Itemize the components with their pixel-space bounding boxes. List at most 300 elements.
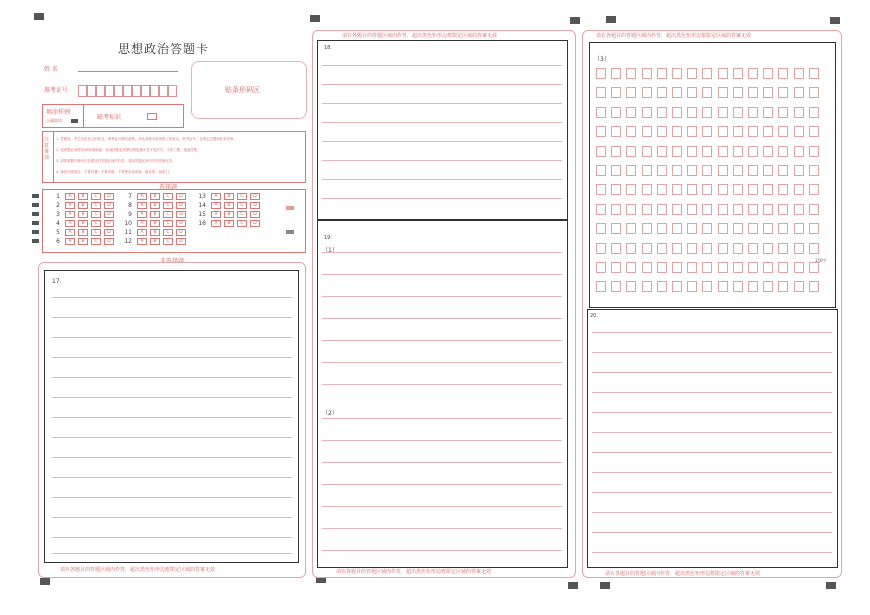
grid-cell[interactable] — [778, 146, 788, 157]
answer-frame-18 — [317, 40, 568, 220]
grid-cell[interactable] — [657, 243, 667, 254]
grid-cell[interactable] — [748, 243, 758, 254]
option-bubble[interactable]: B — [150, 220, 160, 227]
option-bubble[interactable]: C — [163, 229, 173, 236]
grid-cell[interactable] — [809, 243, 819, 254]
grid-cell[interactable] — [809, 87, 819, 98]
notes-line: 2. 选择题必须使用2B铅笔填涂；非选择题必须使用黑色墨水签字笔书写，字体工整、笔迹清楚。 — [56, 148, 201, 152]
grid-cell[interactable] — [733, 262, 743, 273]
option-bubble[interactable]: A — [65, 211, 75, 218]
choice-marker — [286, 206, 294, 210]
answer-line — [52, 377, 292, 378]
grid-cell[interactable] — [596, 87, 606, 98]
grid-cell[interactable] — [778, 204, 788, 215]
option-bubble[interactable]: D — [176, 238, 186, 245]
choice-question: 13 A B C D — [196, 193, 263, 200]
essay-grid[interactable] — [596, 68, 828, 300]
grid-cell[interactable] — [596, 184, 606, 195]
grid-cell[interactable] — [763, 223, 773, 234]
answer-line — [592, 372, 832, 373]
grid-cell[interactable] — [657, 68, 667, 79]
timing-mark — [40, 578, 50, 585]
grid-cell[interactable] — [809, 107, 819, 118]
option-bubble[interactable]: B — [224, 202, 234, 209]
choice-question: 1 A B C D — [50, 193, 117, 200]
answer-line — [592, 552, 832, 553]
grid-cell[interactable] — [748, 184, 758, 195]
grid-cell[interactable] — [672, 243, 682, 254]
notes-title: 注意事项 — [44, 137, 50, 161]
grid-cell[interactable] — [611, 146, 621, 157]
grid-cell[interactable] — [778, 243, 788, 254]
grid-cell[interactable] — [642, 68, 652, 79]
missing-label: 缺考标识 — [97, 114, 122, 121]
option-bubble[interactable]: B — [78, 202, 88, 209]
grid-cell[interactable] — [718, 107, 728, 118]
option-bubble[interactable]: C — [91, 193, 101, 200]
grid-cell[interactable] — [657, 87, 667, 98]
answer-line — [322, 179, 562, 180]
option-bubble[interactable]: B — [78, 229, 88, 236]
grid-cell[interactable] — [657, 126, 667, 137]
grid-cell[interactable] — [733, 184, 743, 195]
grid-cell[interactable] — [702, 107, 712, 118]
grid-cell[interactable] — [596, 204, 606, 215]
notes-line: 4. 保持卡面清洁，不要折叠、不要弄破，不准使用涂改液、修正带、刮纸刀。 — [56, 170, 173, 174]
barcode-area-label: 贴条形码区 — [225, 86, 260, 94]
grid-cell[interactable] — [763, 146, 773, 157]
option-bubble[interactable]: A — [137, 238, 147, 245]
grid-cell[interactable] — [748, 126, 758, 137]
grid-cell[interactable] — [748, 204, 758, 215]
grid-cell[interactable] — [748, 165, 758, 176]
option-bubble[interactable]: A — [65, 220, 75, 227]
answer-line — [52, 457, 292, 458]
option-bubble[interactable]: B — [150, 193, 160, 200]
answer-line — [52, 437, 292, 438]
option-bubble[interactable]: B — [150, 238, 160, 245]
grid-cell[interactable] — [733, 126, 743, 137]
timing-mark — [570, 17, 580, 24]
grid-cell[interactable] — [733, 165, 743, 176]
bottom-instruction: 请在各题目的答题区域内作答，超出黑色矩形边框限定区域的答案无效 — [336, 569, 492, 575]
grid-cell[interactable] — [733, 68, 743, 79]
grid-cell[interactable] — [718, 204, 728, 215]
option-bubble[interactable]: A — [65, 229, 75, 236]
option-bubble[interactable]: A — [65, 202, 75, 209]
grid-cell[interactable] — [642, 146, 652, 157]
grid-cell[interactable] — [687, 184, 697, 195]
grid-cell[interactable] — [672, 126, 682, 137]
grid-cell[interactable] — [702, 204, 712, 215]
option-bubble[interactable]: D — [250, 220, 260, 227]
choice-question: 8 A B C D — [122, 202, 189, 209]
option-bubble[interactable]: B — [150, 211, 160, 218]
grid-cell[interactable] — [642, 87, 652, 98]
option-bubble[interactable]: D — [104, 211, 114, 218]
grid-cell[interactable] — [794, 165, 804, 176]
grid-cell[interactable] — [794, 126, 804, 137]
answer-line — [52, 297, 292, 298]
grid-cell[interactable] — [642, 126, 652, 137]
answer-line — [52, 517, 292, 518]
grid-cell[interactable] — [657, 146, 667, 157]
barcode-area — [191, 61, 307, 119]
grid-cell[interactable] — [642, 204, 652, 215]
grid-cell[interactable] — [611, 87, 621, 98]
answer-line — [592, 432, 832, 433]
option-bubble[interactable]: D — [104, 193, 114, 200]
grid-cell[interactable] — [778, 262, 788, 273]
grid-cell[interactable] — [794, 68, 804, 79]
grid-cell[interactable] — [626, 204, 636, 215]
option-bubble[interactable]: C — [163, 238, 173, 245]
grid-cell[interactable] — [672, 204, 682, 215]
grid-cell[interactable] — [657, 184, 667, 195]
choice-question: 4 A B C D — [50, 220, 117, 227]
option-bubble[interactable]: A — [211, 211, 221, 218]
grid-cell[interactable] — [763, 281, 773, 292]
option-bubble[interactable]: B — [78, 211, 88, 218]
grid-cell[interactable] — [596, 146, 606, 157]
grid-cell[interactable] — [718, 281, 728, 292]
grid-cell[interactable] — [702, 165, 712, 176]
answer-line — [592, 512, 832, 513]
option-bubble[interactable]: A — [211, 193, 221, 200]
grid-cell[interactable] — [611, 223, 621, 234]
grid-cell[interactable] — [596, 107, 606, 118]
grid-cell[interactable] — [672, 184, 682, 195]
option-bubble[interactable]: C — [163, 193, 173, 200]
grid-cell[interactable] — [763, 243, 773, 254]
option-bubble[interactable]: B — [224, 211, 234, 218]
grid-cell[interactable] — [626, 223, 636, 234]
grid-cell[interactable] — [702, 68, 712, 79]
grid-cell[interactable] — [642, 223, 652, 234]
grid-cell[interactable] — [809, 223, 819, 234]
grid-cell[interactable] — [733, 87, 743, 98]
question-19-part3-label: （3） — [594, 56, 610, 63]
option-bubble[interactable]: C — [163, 202, 173, 209]
word-count-mark: 150字 — [815, 258, 827, 263]
grid-cell[interactable] — [626, 165, 636, 176]
timing-mark — [34, 13, 44, 20]
grid-cell[interactable] — [657, 281, 667, 292]
grid-cell[interactable] — [657, 204, 667, 215]
grid-cell[interactable] — [748, 107, 758, 118]
grid-cell[interactable] — [733, 146, 743, 157]
grid-cell[interactable] — [687, 262, 697, 273]
grid-cell[interactable] — [718, 165, 728, 176]
grid-cell[interactable] — [809, 146, 819, 157]
grid-cell[interactable] — [687, 281, 697, 292]
grid-cell[interactable] — [642, 165, 652, 176]
option-bubble[interactable]: B — [78, 193, 88, 200]
grid-cell[interactable] — [672, 107, 682, 118]
option-bubble[interactable]: C — [91, 229, 101, 236]
grid-cell[interactable] — [596, 68, 606, 79]
grid-cell[interactable] — [596, 262, 606, 273]
grid-cell[interactable] — [687, 243, 697, 254]
missing-checkbox[interactable] — [147, 113, 157, 120]
grid-cell[interactable] — [718, 243, 728, 254]
answer-line — [322, 274, 562, 275]
grid-cell[interactable] — [794, 223, 804, 234]
grid-cell[interactable] — [672, 165, 682, 176]
grid-cell[interactable] — [748, 68, 758, 79]
grid-cell[interactable] — [626, 184, 636, 195]
timing-mark — [32, 212, 39, 216]
grid-cell[interactable] — [809, 281, 819, 292]
answer-line — [322, 440, 562, 441]
option-bubble[interactable]: C — [163, 220, 173, 227]
grid-cell[interactable] — [687, 87, 697, 98]
option-bubble[interactable]: D — [176, 211, 186, 218]
grid-cell[interactable] — [778, 68, 788, 79]
grid-cell[interactable] — [626, 262, 636, 273]
option-bubble[interactable]: C — [237, 202, 247, 209]
grid-cell[interactable] — [611, 107, 621, 118]
answer-line — [322, 65, 562, 66]
option-bubble[interactable]: A — [137, 220, 147, 227]
grid-cell[interactable] — [611, 262, 621, 273]
option-bubble[interactable]: C — [91, 220, 101, 227]
grid-cell[interactable] — [626, 87, 636, 98]
answer-line — [322, 103, 562, 104]
option-bubble[interactable]: A — [137, 229, 147, 236]
grid-cell[interactable] — [611, 184, 621, 195]
grid-cell[interactable] — [702, 184, 712, 195]
grid-cell[interactable] — [687, 165, 697, 176]
grid-cell[interactable] — [794, 204, 804, 215]
option-bubble[interactable]: D — [176, 220, 186, 227]
grid-cell[interactable] — [642, 107, 652, 118]
option-bubble[interactable]: B — [150, 202, 160, 209]
grid-cell[interactable] — [748, 146, 758, 157]
grid-cell[interactable] — [687, 68, 697, 79]
grid-cell[interactable] — [702, 281, 712, 292]
timing-mark — [606, 16, 616, 23]
grid-cell[interactable] — [748, 223, 758, 234]
option-bubble[interactable]: A — [137, 202, 147, 209]
grid-cell[interactable] — [687, 223, 697, 234]
grid-cell[interactable] — [733, 243, 743, 254]
grid-cell[interactable] — [718, 87, 728, 98]
grid-cell[interactable] — [718, 146, 728, 157]
grid-cell[interactable] — [809, 68, 819, 79]
grid-cell[interactable] — [596, 243, 606, 254]
grid-cell[interactable] — [611, 243, 621, 254]
grid-cell[interactable] — [702, 87, 712, 98]
option-bubble[interactable]: C — [163, 211, 173, 218]
grid-cell[interactable] — [687, 204, 697, 215]
bottom-instruction: 请在各题目的答题区域内作答，超出黑色矩形边框限定区域的答案无效 — [605, 571, 761, 577]
grid-cell[interactable] — [657, 223, 667, 234]
name-field[interactable] — [78, 71, 178, 72]
answer-line — [322, 296, 562, 297]
grid-cell[interactable] — [642, 243, 652, 254]
grid-cell[interactable] — [809, 184, 819, 195]
grid-cell[interactable] — [672, 262, 682, 273]
answer-line — [322, 122, 562, 123]
grid-cell[interactable] — [763, 184, 773, 195]
grid-cell[interactable] — [626, 281, 636, 292]
choice-question: 10 A B C D — [122, 220, 189, 227]
option-bubble[interactable]: D — [250, 193, 260, 200]
grid-cell[interactable] — [702, 243, 712, 254]
grid-cell[interactable] — [657, 165, 667, 176]
option-bubble[interactable]: C — [237, 220, 247, 227]
grid-cell[interactable] — [672, 87, 682, 98]
option-bubble[interactable]: D — [104, 238, 114, 245]
grid-cell[interactable] — [778, 184, 788, 195]
grid-cell[interactable] — [642, 184, 652, 195]
option-bubble[interactable]: B — [78, 238, 88, 245]
grid-cell[interactable] — [794, 243, 804, 254]
grid-cell[interactable] — [596, 223, 606, 234]
option-bubble[interactable]: A — [137, 211, 147, 218]
grid-cell[interactable] — [763, 68, 773, 79]
answer-line — [322, 362, 562, 363]
grid-cell[interactable] — [778, 281, 788, 292]
grid-cell[interactable] — [794, 87, 804, 98]
grid-cell[interactable] — [687, 107, 697, 118]
choice-title: 选择题 — [159, 184, 178, 191]
grid-cell[interactable] — [809, 126, 819, 137]
option-bubble[interactable]: D — [176, 229, 186, 236]
grid-cell[interactable] — [626, 126, 636, 137]
option-bubble[interactable]: D — [104, 229, 114, 236]
option-bubble[interactable]: C — [237, 193, 247, 200]
option-bubble[interactable]: D — [176, 193, 186, 200]
grid-cell[interactable] — [596, 165, 606, 176]
grid-cell[interactable] — [794, 146, 804, 157]
grid-cell[interactable] — [596, 126, 606, 137]
grid-cell[interactable] — [778, 126, 788, 137]
grid-cell[interactable] — [672, 146, 682, 157]
grid-cell[interactable] — [778, 87, 788, 98]
option-bubble[interactable]: B — [78, 220, 88, 227]
grid-cell[interactable] — [778, 107, 788, 118]
option-bubble[interactable]: D — [250, 211, 260, 218]
grid-cell[interactable] — [809, 204, 819, 215]
grid-cell[interactable] — [778, 223, 788, 234]
grid-cell[interactable] — [763, 107, 773, 118]
grid-cell[interactable] — [626, 68, 636, 79]
grid-cell[interactable] — [733, 107, 743, 118]
grid-cell[interactable] — [733, 204, 743, 215]
grid-cell[interactable] — [702, 262, 712, 273]
grid-cell[interactable] — [611, 126, 621, 137]
grid-cell[interactable] — [763, 126, 773, 137]
grid-cell[interactable] — [778, 165, 788, 176]
option-bubble[interactable]: D — [104, 202, 114, 209]
grid-cell[interactable] — [626, 243, 636, 254]
choice-question: 12 A B C D — [122, 238, 189, 245]
grid-cell[interactable] — [748, 281, 758, 292]
option-bubble[interactable]: A — [137, 193, 147, 200]
grid-cell[interactable] — [763, 165, 773, 176]
grid-cell[interactable] — [611, 165, 621, 176]
grid-cell[interactable] — [718, 223, 728, 234]
option-bubble[interactable]: A — [65, 193, 75, 200]
answer-line — [322, 84, 562, 85]
grid-cell[interactable] — [763, 204, 773, 215]
grid-cell[interactable] — [794, 184, 804, 195]
top-instruction: 请在各题目的答题区域内作答，超出黑色矩形边框限定区域的答案无效 — [596, 33, 752, 39]
top-instruction: 请在各题目的答题区域内作答，超出黑色矩形边框限定区域的答案无效 — [342, 33, 498, 39]
option-bubble[interactable]: C — [91, 202, 101, 209]
option-bubble[interactable]: D — [104, 220, 114, 227]
grid-cell[interactable] — [657, 107, 667, 118]
grid-cell[interactable] — [642, 262, 652, 273]
grid-cell[interactable] — [687, 126, 697, 137]
grid-cell[interactable] — [763, 87, 773, 98]
grid-cell[interactable] — [718, 126, 728, 137]
grid-cell[interactable] — [672, 223, 682, 234]
answer-line — [52, 417, 292, 418]
grid-cell[interactable] — [611, 204, 621, 215]
grid-cell[interactable] — [794, 281, 804, 292]
grid-cell[interactable] — [611, 68, 621, 79]
grid-cell[interactable] — [794, 262, 804, 273]
option-bubble[interactable]: C — [91, 238, 101, 245]
option-bubble[interactable]: D — [250, 202, 260, 209]
grid-cell[interactable] — [718, 184, 728, 195]
filled-sample-mark — [71, 119, 78, 123]
grid-cell[interactable] — [702, 126, 712, 137]
exam-number-boxes[interactable] — [78, 82, 182, 94]
bottom-instruction: 请在各题目的答题区域内作答，超出黑色矩形边框限定区域的答案无效 — [60, 567, 216, 573]
grid-cell[interactable] — [794, 107, 804, 118]
grid-cell[interactable] — [718, 68, 728, 79]
option-bubble[interactable]: B — [224, 193, 234, 200]
sample-label: 填涂样例 — [46, 109, 71, 116]
grid-cell[interactable] — [733, 281, 743, 292]
question-20-label: 20. — [590, 313, 598, 319]
option-bubble[interactable]: D — [176, 202, 186, 209]
grid-cell[interactable] — [657, 262, 667, 273]
option-bubble[interactable]: B — [150, 229, 160, 236]
answer-line — [52, 497, 292, 498]
grid-cell[interactable] — [748, 262, 758, 273]
grid-cell[interactable] — [687, 146, 697, 157]
option-bubble[interactable]: C — [237, 211, 247, 218]
option-bubble[interactable]: A — [65, 238, 75, 245]
grid-cell[interactable] — [672, 68, 682, 79]
grid-cell[interactable] — [672, 281, 682, 292]
grid-cell[interactable] — [626, 107, 636, 118]
answer-line — [322, 528, 562, 529]
grid-cell[interactable] — [733, 223, 743, 234]
grid-cell[interactable] — [611, 281, 621, 292]
answer-line — [52, 553, 292, 554]
option-bubble[interactable]: A — [211, 202, 221, 209]
grid-cell[interactable] — [702, 146, 712, 157]
option-bubble[interactable]: A — [211, 220, 221, 227]
grid-cell[interactable] — [718, 262, 728, 273]
grid-cell[interactable] — [763, 262, 773, 273]
grid-cell[interactable] — [596, 281, 606, 292]
grid-cell[interactable] — [809, 165, 819, 176]
answer-frame-19 — [317, 220, 568, 568]
option-bubble[interactable]: B — [224, 220, 234, 227]
grid-cell[interactable] — [748, 87, 758, 98]
grid-cell[interactable] — [626, 146, 636, 157]
option-bubble[interactable]: C — [91, 211, 101, 218]
grid-cell[interactable] — [702, 223, 712, 234]
grid-cell[interactable] — [642, 281, 652, 292]
